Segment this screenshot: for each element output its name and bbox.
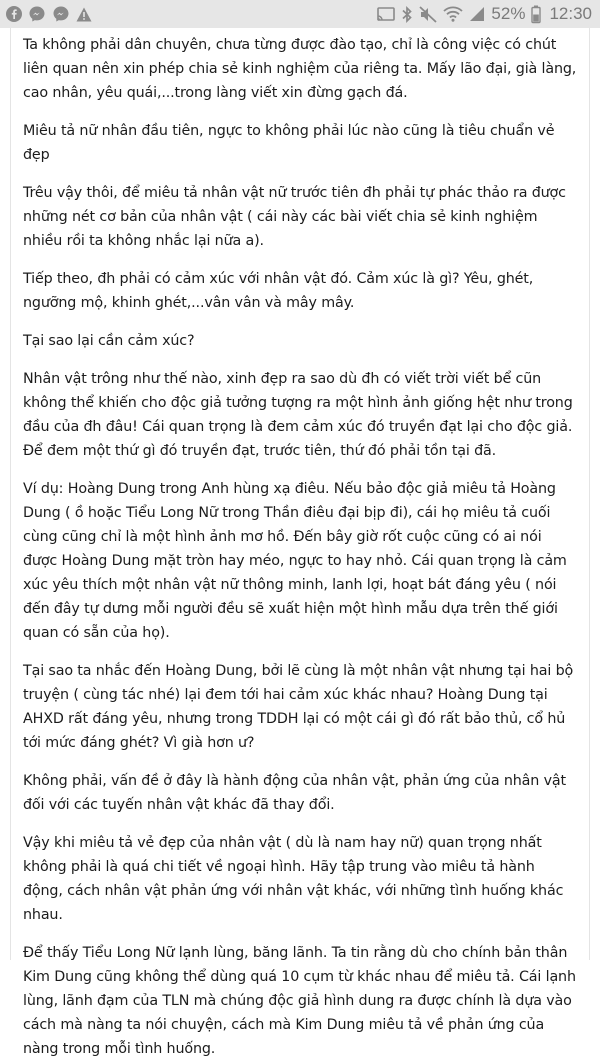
battery-icon [531, 5, 541, 23]
paragraph: Vậy khi miêu tả vẻ đẹp của nhân vật ( dù là nam hay nữ) quan trọng nhất không phải là quá chi tiết về ngoại hình. Hãy tập trung vào miêu tả hành động, cách nhân vật phản ứng với nhân vật khác, với những tình huống khác nhau. [23, 835, 564, 923]
messenger-icon [52, 5, 70, 23]
clock: 12:30 [549, 4, 592, 23]
system-icons [371, 4, 592, 24]
facebook-icon [6, 6, 22, 22]
wifi-icon [443, 6, 463, 22]
paragraph: Tại sao lại cần cảm xúc? [23, 333, 195, 349]
paragraph: Trêu vậy thôi, để miêu tả nhân vật nữ trước tiên đh phải tự phác thảo ra được những nét cơ bản của nhân vật ( cái này các bài viết chia sẻ kinh nghiệm nhiều rồi ta không nhắc lại nữa a). [23, 185, 566, 249]
paragraph: Không phải, vấn đề ở đây là hành động của nhân vật, phản ứng của nhân vật đối với các tuyến nhân vật khác đã thay đổi. [23, 773, 566, 813]
paragraph: Tiếp theo, đh phải có cảm xúc với nhân vật đó. Cảm xúc là gì? Yêu, ghét, ngưỡng mộ, khinh ghét,...vân vân và mây mây. [23, 271, 534, 311]
paragraph: Nhân vật trông như thế nào, xinh đẹp ra sao dù đh có viết trời viết bể cũn không thể khiến cho độc giả tưởng tượng ra một hình ảnh giống hệt như trong đầu của đh đâu! Cái quan trọng là đem cảm xúc đó truyền đạt lại cho độc giả. Để đem một thứ gì đó truyền đạt, trước tiên, thứ đó phải tồn tại đã. [23, 371, 573, 459]
paragraph: Miêu tả nữ nhân đầu tiên, ngực to không phải lúc nào cũng là tiêu chuẩn vẻ đẹp [23, 123, 555, 163]
paragraph: Tại sao ta nhắc đến Hoàng Dung, bởi lẽ cùng là một nhân vật nhưng tại hai bộ truyện ( cùng tác nhé) lại đem tới hai cảm xúc khác nhau? Hoàng Dung tại AHXD rất đáng yêu, nhưng trong TDDH lại có một cái gì đó rất bảo thủ, cổ hủ tới mức đáng ghét? Vì già hơn ư? [23, 663, 574, 751]
signal-icon [469, 6, 485, 22]
notification-icons [6, 5, 98, 23]
paragraph: Ta không phải dân chuyên, chưa từng được đào tạo, chỉ là công việc có chút liên quan nên xin phép chia sẻ kinh nghiệm của riêng ta. Mấy lão đại, già làng, cao nhân, yêu quái,...trong làng viết xin đừng gạch đá. [23, 37, 577, 101]
warning-icon [76, 7, 92, 22]
cast-icon [377, 7, 395, 22]
mute-icon [419, 6, 437, 23]
messenger-icon [28, 5, 46, 23]
paragraph: Để thấy Tiểu Long Nữ lạnh lùng, băng lãnh. Ta tin rằng dù cho chính bản thân Kim Dung cũng không thể dùng quá 10 cụm từ khác nhau để miêu tả. Cái lạnh lùng, lãnh đạm của TLN mà chúng độc giả hình dung ra được chính là dựa vào cách mà nàng ta nói chuyện, cách mà Kim Dung miêu tả về phản ứng của nàng trong mỗi tình huống. [23, 945, 576, 1057]
bluetooth-icon [401, 6, 413, 23]
battery-percentage: 52% [491, 4, 526, 23]
article-body[interactable] [10, 28, 590, 1057]
status-bar [0, 0, 600, 28]
paragraph: Ví dụ: Hoàng Dung trong Anh hùng xạ điêu. Nếu bảo độc giả miêu tả Hoàng Dung ( ồ hoặc Tiểu Long Nữ trong Thần điêu đại bịp đi), cái họ miêu tả cuối cùng cũng chỉ là một hình ảnh mơ hồ. Đến bây giờ rốt cuộc cũng có ai nói được Hoàng Dung mặt tròn hay méo, ngực to hay nhỏ. Cái quan trọng là cảm xúc yêu thích một nhân vật nữ thông minh, lanh lợi, hoạt bát đáng yêu ( nói đến đây tự dưng mỗi người đều sẽ xuất hiện một hình mẫu dựa trên thế giới quan có sẵn của họ). [23, 481, 567, 641]
